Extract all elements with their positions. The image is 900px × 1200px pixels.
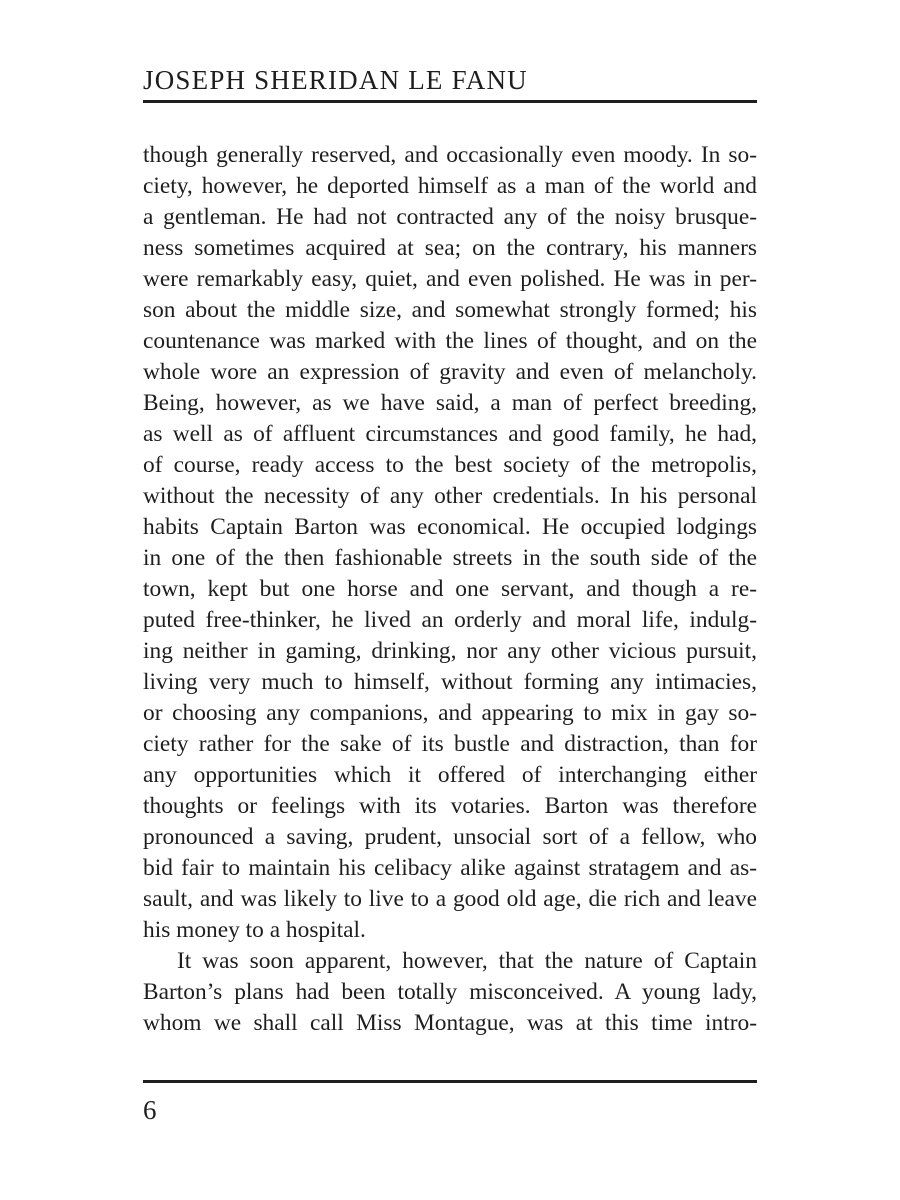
paragraph-1 — [143, 140, 757, 946]
text-line: in one of the then fashionable streets in the south side of the — [143, 545, 757, 571]
text-line: ciety, however, he deported himself as a man of the world and — [143, 173, 757, 199]
text-line: thoughts or feelings with its votaries. Barton was therefore — [143, 793, 757, 819]
text-line: any opportunities which it offered of interchanging either — [143, 762, 757, 788]
text-line: ciety rather for the sake of its bustle and distraction, than for — [143, 731, 757, 757]
text-line: of course, ready access to the best society of the metropolis, — [143, 452, 757, 478]
text-line: or choosing any companions, and appearing to mix in gay so- — [143, 700, 757, 726]
text-line: his money to a hospital. — [143, 917, 366, 943]
running-head-title: JOSEPH SHERIDAN LE FANU — [143, 65, 528, 95]
text-line: ing neither in gaming, drinking, nor any other vicious pursuit, — [143, 638, 757, 664]
text-line: as well as of affluent circumstances and good family, he had, — [143, 421, 757, 447]
text-line: pronounced a saving, prudent, unsocial sort of a fellow, who — [143, 824, 757, 850]
header-rule — [143, 100, 757, 103]
body-text — [143, 140, 757, 1039]
text-line: though generally reserved, and occasionally even moody. In so- — [143, 142, 757, 168]
text-line: whom we shall call Miss Montague, was at this time intro- — [143, 1010, 757, 1036]
text-line: were remarkably easy, quiet, and even polished. He was in per- — [143, 266, 757, 292]
paragraph-2 — [143, 946, 757, 1039]
text-line: ness sometimes acquired at sea; on the contrary, his manners — [143, 235, 757, 261]
page-number: 6 — [143, 1095, 157, 1125]
text-line: Barton’s plans had been totally misconceived. A young lady, — [143, 979, 757, 1005]
text-line: Being, however, as we have said, a man of perfect breeding, — [143, 390, 757, 416]
text-line: son about the middle size, and somewhat strongly formed; his — [143, 297, 757, 323]
text-line: without the necessity of any other credentials. In his personal — [143, 483, 757, 509]
text-line: town, kept but one horse and one servant, and though a re- — [143, 576, 757, 602]
text-line: It was soon apparent, however, that the nature of Captain — [177, 948, 757, 974]
text-line: whole wore an expression of gravity and even of melancholy. — [143, 359, 757, 385]
text-line: a gentleman. He had not contracted any of the noisy brusque- — [143, 204, 757, 230]
text-line: bid fair to maintain his celibacy alike against stratagem and as- — [143, 855, 757, 881]
footer-rule — [143, 1080, 757, 1083]
text-line: living very much to himself, without forming any intimacies, — [143, 669, 757, 695]
text-line: habits Captain Barton was economical. He occupied lodgings — [143, 514, 757, 540]
text-line: sault, and was likely to live to a good old age, die rich and leave — [143, 886, 757, 912]
text-line: puted free-thinker, he lived an orderly and moral life, indulg- — [143, 607, 757, 633]
text-line: countenance was marked with the lines of thought, and on the — [143, 328, 757, 354]
